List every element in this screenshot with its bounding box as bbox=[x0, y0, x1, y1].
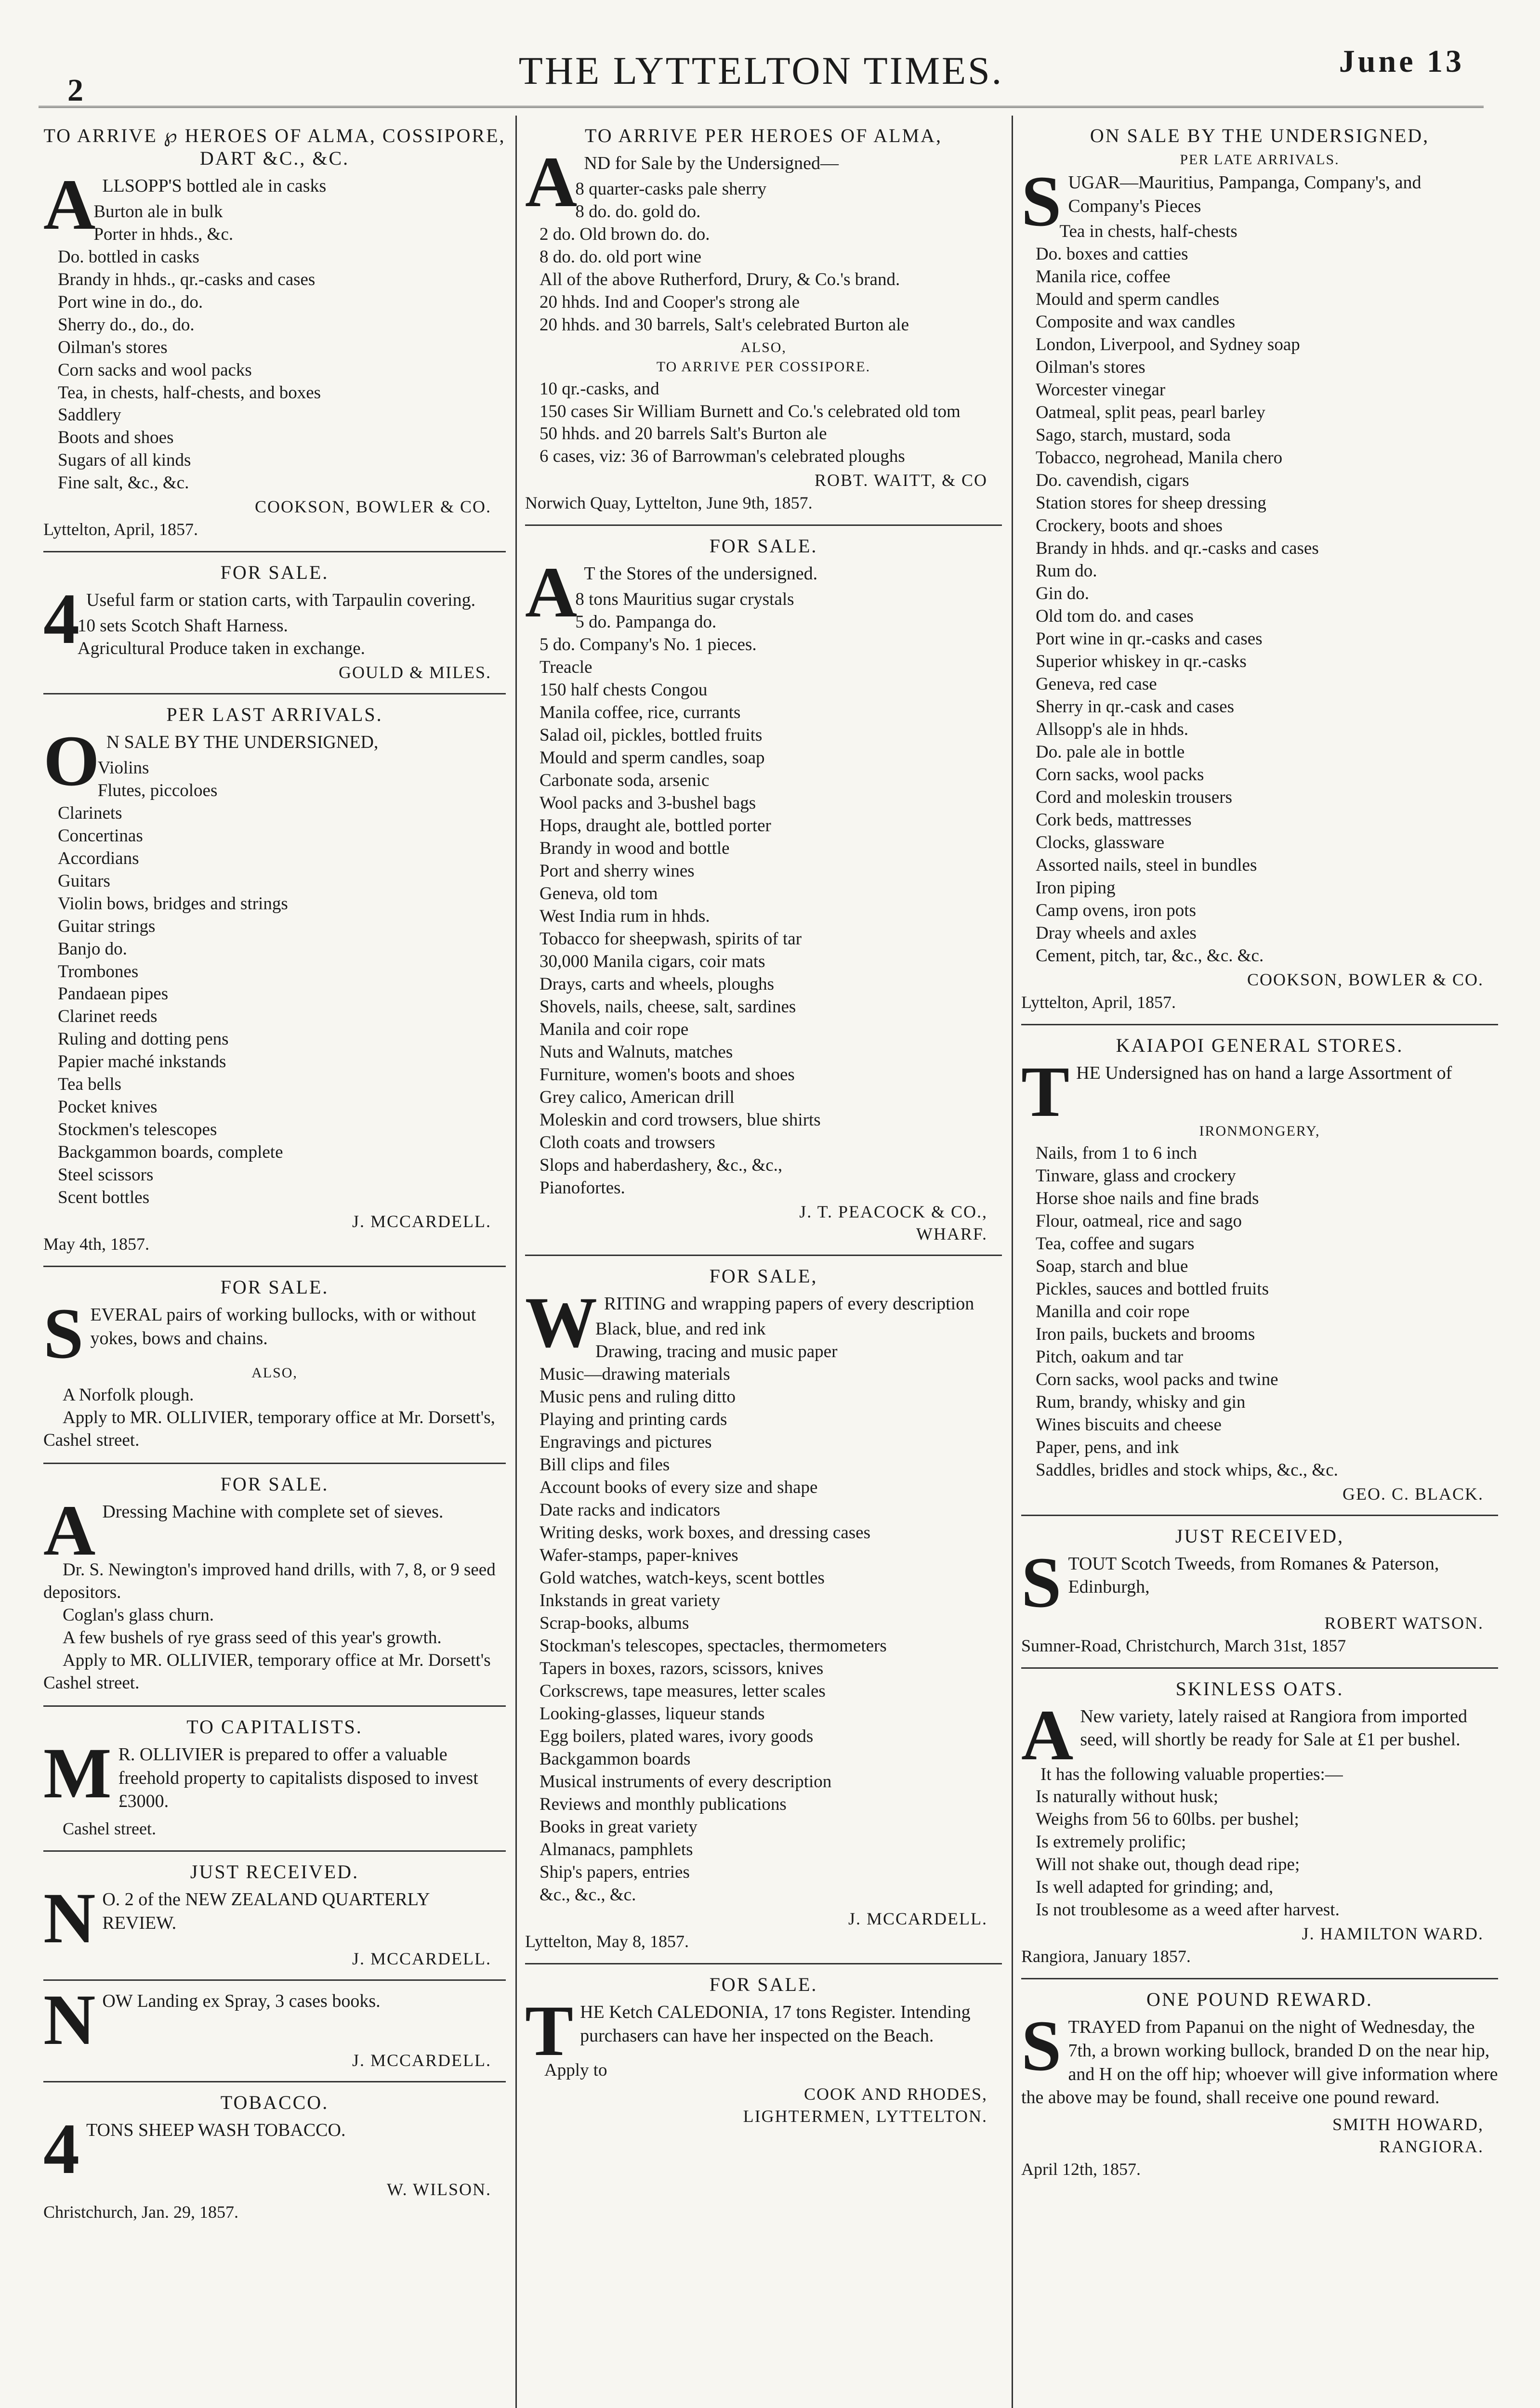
list-item: Nuts and Walnuts, matches bbox=[540, 1042, 733, 1062]
ad-paragraph: Coglan's glass churn. bbox=[63, 1605, 214, 1625]
ad-heading: TO ARRIVE ℘ HEROES OF ALMA, COSSIPORE, DART &C., &C. bbox=[43, 125, 506, 169]
advertisement-oats bbox=[1021, 1669, 1498, 1980]
list-item: Pandaean pipes bbox=[58, 984, 169, 1004]
ad-signature: COOKSON, BOWLER & CO. bbox=[254, 497, 491, 517]
list-item: 150 cases Sir William Burnett and Co.'s celebrated old tom bbox=[540, 401, 961, 421]
page-number: 2 bbox=[67, 73, 83, 108]
list-item: Tapers in boxes, razors, scissors, knives bbox=[540, 1659, 824, 1679]
ad-intro: EVERAL pairs of working bullocks, with or without yokes, bows and chains. bbox=[90, 1305, 476, 1348]
ad-place-date: Lyttelton, April, 1857. bbox=[43, 520, 198, 539]
ad-place-date: Lyttelton, May 8, 1857. bbox=[525, 1931, 689, 1951]
list-item: 8 do. do. gold do. bbox=[575, 201, 701, 222]
ad-heading: PER LAST ARRIVALS. bbox=[166, 704, 383, 726]
drop-cap: 4 bbox=[43, 2109, 79, 2189]
list-item: Wool packs and 3-bushel bags bbox=[540, 793, 756, 813]
advertisement-bullocks bbox=[43, 1267, 506, 1464]
ad-place-date: May 4th, 1857. bbox=[43, 1234, 149, 1254]
ad-place-date: Rangiora, January 1857. bbox=[1021, 1947, 1191, 1966]
ad-signature: J. HAMILTON WARD. bbox=[1302, 1924, 1484, 1944]
ad-heading: JUST RECEIVED, bbox=[1175, 1525, 1344, 1547]
ad-heading: KAIAPOI GENERAL STORES. bbox=[1116, 1034, 1404, 1056]
list-item: Fine salt, &c., &c. bbox=[58, 473, 189, 493]
ad-signature: J. MCCARDELL. bbox=[352, 1949, 491, 1969]
ad-extra: A Norfolk plough. bbox=[63, 1385, 194, 1405]
list-item: Sugars of all kinds bbox=[58, 450, 191, 471]
list-item: Clarinet reeds bbox=[58, 1007, 158, 1027]
list-item: Papier maché inkstands bbox=[58, 1052, 226, 1072]
item-list bbox=[43, 201, 506, 495]
list-item: Ruling and dotting pens bbox=[58, 1029, 229, 1049]
list-item: Manila and coir rope bbox=[540, 1019, 689, 1039]
column-3 bbox=[1021, 116, 1498, 2408]
list-item: Wines biscuits and cheese bbox=[1036, 1414, 1222, 1435]
list-item: Carbonate soda, arsenic bbox=[540, 770, 710, 790]
list-item: Soap, starch and blue bbox=[1036, 1256, 1188, 1276]
ad-place-date: April 12th, 1857. bbox=[1021, 2159, 1141, 2179]
ad-intro: New variety, lately raised at Rangiora from imported seed, will shortly be ready for Sale at £1 per bushel. bbox=[1080, 1706, 1468, 1750]
list-item: Stockmen's telescopes bbox=[58, 1120, 217, 1140]
list-item: 10 qr.-casks, and bbox=[540, 379, 659, 399]
list-item: Corn sacks, wool packs and twine bbox=[1036, 1369, 1278, 1389]
list-item: Banjo do. bbox=[58, 939, 127, 959]
list-item: Grey calico, American drill bbox=[540, 1087, 735, 1107]
list-item: Pitch, oakum and tar bbox=[1036, 1347, 1184, 1367]
ad-apply: Apply to MR. OLLIVIER, temporary office at Mr. Dorsett's, Cashel street. bbox=[43, 1408, 495, 1451]
list-item: Steel scissors bbox=[58, 1165, 154, 1185]
list-item: Playing and printing cards bbox=[540, 1410, 727, 1430]
ad-place-date: Lyttelton, April, 1857. bbox=[1021, 992, 1176, 1012]
list-item: Tea in chests, half-chests bbox=[1059, 222, 1237, 242]
ad-intro: RITING and wrapping papers of every description bbox=[604, 1293, 974, 1314]
drop-cap: W bbox=[525, 1282, 597, 1362]
list-item: Manila rice, coffee bbox=[1036, 267, 1171, 287]
list-item: Brandy in hhds., qr.-casks and cases bbox=[58, 269, 316, 289]
advertisement-allsopp bbox=[43, 116, 506, 552]
item-list bbox=[525, 178, 1002, 337]
list-item: Stockman's telescopes, spectacles, thermometers bbox=[540, 1636, 887, 1656]
list-item: Composite and wax candles bbox=[1036, 312, 1236, 332]
list-item: Backgammon boards bbox=[540, 1749, 691, 1769]
ad-intro: OW Landing ex Spray, 3 cases books. bbox=[102, 1991, 381, 2012]
list-item: Corkscrews, tape measures, letter scales bbox=[540, 1681, 826, 1701]
list-item: Mould and sperm candles, soap bbox=[540, 747, 765, 768]
list-item: Oilman's stores bbox=[1036, 357, 1145, 378]
drop-cap: T bbox=[525, 1990, 574, 2071]
list-item: 150 half chests Congou bbox=[540, 680, 708, 700]
ad-intro: UGAR—Mauritius, Pampanga, Company's, and Company's Pieces bbox=[1068, 172, 1422, 216]
list-item: Weighs from 56 to 60lbs. per bushel; bbox=[1036, 1809, 1299, 1830]
list-item: Assorted nails, steel in bundles bbox=[1036, 855, 1257, 875]
list-item: Pickles, sauces and bottled fruits bbox=[1036, 1279, 1269, 1299]
ad-intro: HE Undersigned has on hand a large Assortment of bbox=[1076, 1062, 1452, 1083]
ad-subheading: TO ARRIVE PER COSSIPORE. bbox=[656, 358, 871, 375]
ad-place-date: Christchurch, Jan. 29, 1857. bbox=[43, 2202, 238, 2222]
ad-heading: FOR SALE, bbox=[709, 1265, 818, 1287]
list-item: 20 hhds. and 30 barrels, Salt's celebrated Burton ale bbox=[540, 314, 909, 335]
list-item: 2 do. Old brown do. do. bbox=[540, 224, 710, 244]
list-item: Manilla and coir rope bbox=[1036, 1301, 1190, 1322]
list-item: Allsopp's ale in hhds. bbox=[1036, 719, 1189, 739]
list-item: Account books of every size and shape bbox=[540, 1478, 818, 1498]
drop-cap: N bbox=[43, 1980, 96, 2060]
ad-apply: Apply to bbox=[544, 2060, 607, 2080]
list-item: 20 hhds. Ind and Cooper's strong ale bbox=[540, 292, 800, 312]
list-item: Concertinas bbox=[58, 825, 143, 846]
item-list bbox=[43, 757, 506, 1210]
drop-cap: A bbox=[525, 552, 578, 633]
ad-signature: SMITH HOWARD, bbox=[1332, 2114, 1484, 2134]
drop-cap: O bbox=[43, 721, 100, 801]
list-item: Port and sherry wines bbox=[540, 861, 695, 881]
column-rule-1 bbox=[515, 116, 517, 2408]
list-item: Cement, pitch, tar, &c., &c. &c. bbox=[1036, 945, 1264, 966]
list-item: Egg boilers, plated wares, ivory goods bbox=[540, 1727, 814, 1746]
ad-heading: TOBACCO. bbox=[220, 2092, 329, 2114]
ad-also: ALSO, bbox=[740, 339, 787, 355]
ad-heading: FOR SALE. bbox=[220, 1473, 329, 1495]
list-item: 5 do. Company's No. 1 pieces. bbox=[540, 635, 757, 655]
ad-heading: ON SALE BY THE UNDERSIGNED, bbox=[1090, 125, 1430, 146]
list-item: 50 hhds. and 20 barrels Salt's Burton ale bbox=[540, 424, 827, 444]
list-item: Accordians bbox=[58, 848, 139, 868]
advertisement-books bbox=[43, 1981, 506, 2082]
list-item: Oilman's stores bbox=[58, 337, 168, 357]
drop-cap: 4 bbox=[43, 579, 79, 659]
ad-signature: J. MCCARDELL. bbox=[848, 1909, 987, 1928]
drop-cap: A bbox=[43, 165, 96, 245]
list-item: Pocket knives bbox=[58, 1097, 158, 1117]
list-item: Mould and sperm candles bbox=[1036, 289, 1220, 310]
ad-place: WHARF. bbox=[916, 1224, 987, 1243]
list-item: Almanacs, pamphlets bbox=[540, 1839, 693, 1859]
list-item: Inkstands in great variety bbox=[540, 1591, 721, 1611]
advertisement-sugar bbox=[1021, 116, 1498, 1025]
list-item: Engravings and pictures bbox=[540, 1432, 712, 1453]
list-item: Camp ovens, iron pots bbox=[1036, 900, 1196, 920]
ad-intro: Dressing Machine with complete set of sieves. bbox=[102, 1502, 444, 1522]
list-item: Pianofortes. bbox=[540, 1178, 625, 1198]
list-item: Furniture, women's boots and shoes bbox=[540, 1064, 795, 1085]
ad-signature: ROBERT WATSON. bbox=[1324, 1613, 1484, 1633]
ad-subheading: PER LATE ARRIVALS. bbox=[1180, 152, 1340, 168]
list-item: Tea bells bbox=[58, 1074, 121, 1095]
ad-intro: R. OLLIVIER is prepared to offer a valuable freehold property to capitalists disposed to invest £3000. bbox=[118, 1744, 478, 1812]
list-item: Guitars bbox=[58, 871, 110, 891]
list-item: Paper, pens, and ink bbox=[1036, 1437, 1179, 1457]
list-item: Iron pails, buckets and brooms bbox=[1036, 1324, 1255, 1344]
list-item: Ship's papers, entries bbox=[540, 1862, 690, 1882]
ad-intro: T the Stores of the undersigned. bbox=[584, 563, 818, 584]
list-item: Horse shoe nails and fine brads bbox=[1036, 1188, 1259, 1208]
list-item: Burton ale in bulk bbox=[93, 201, 223, 222]
list-item: Boots and shoes bbox=[58, 428, 174, 448]
list-item: Corn sacks, wool packs bbox=[1036, 764, 1204, 785]
ad-heading: SKINLESS OATS. bbox=[1175, 1677, 1344, 1700]
list-item: Nails, from 1 to 6 inch bbox=[1036, 1143, 1198, 1163]
list-item: West India rum in hhds. bbox=[540, 906, 710, 926]
item-list bbox=[1021, 221, 1498, 967]
ad-heading: TO CAPITALISTS. bbox=[186, 1716, 363, 1738]
advertisement-carts bbox=[43, 552, 506, 694]
list-item: Port wine in qr.-casks and cases bbox=[1036, 628, 1263, 649]
list-item: Sago, starch, mustard, soda bbox=[1036, 425, 1231, 445]
column-rule-2 bbox=[1012, 116, 1013, 2408]
list-item: 8 do. do. old port wine bbox=[540, 247, 702, 267]
list-item: Rum do. bbox=[1036, 561, 1097, 581]
ad-also: ALSO, bbox=[251, 1365, 298, 1381]
list-item: Dray wheels and axles bbox=[1036, 923, 1197, 943]
list-item: Worcester vinegar bbox=[1036, 380, 1166, 400]
ad-heading: FOR SALE. bbox=[220, 1276, 329, 1298]
list-item: Writing desks, work boxes, and dressing cases bbox=[540, 1523, 870, 1543]
ad-paragraph: A few bushels of rye grass seed of this year's growth. bbox=[63, 1628, 442, 1648]
advertisement-dressing-machine bbox=[43, 1464, 506, 1707]
list-item: Sherry in qr.-cask and cases bbox=[1036, 696, 1235, 717]
list-item: Is well adapted for grinding; and, bbox=[1036, 1877, 1274, 1898]
list-item: London, Liverpool, and Sydney soap bbox=[1036, 335, 1300, 355]
ad-heading: FOR SALE. bbox=[709, 1973, 818, 1995]
list-item: Violins bbox=[97, 758, 149, 778]
advertisement-wines bbox=[525, 116, 1002, 526]
list-item: Is not troublesome as a weed after harvest. bbox=[1036, 1900, 1340, 1920]
issue-date: June 13 bbox=[1339, 44, 1464, 79]
list-item: Clarinets bbox=[58, 803, 122, 823]
list-item: Scent bottles bbox=[58, 1188, 150, 1208]
list-item: Music pens and ruling ditto bbox=[540, 1387, 736, 1407]
advertisement-review bbox=[43, 1852, 506, 1981]
list-item: Gin do. bbox=[1036, 584, 1089, 603]
list-item: Hops, draught ale, bottled porter bbox=[540, 815, 771, 836]
list-item: Do. cavendish, cigars bbox=[1036, 471, 1189, 491]
list-item: Gold watches, watch-keys, scent bottles bbox=[540, 1568, 825, 1588]
advertisement-stores bbox=[525, 526, 1002, 1256]
list-item: Bill clips and files bbox=[540, 1455, 670, 1475]
list-item: Tobacco, negrohead, Manila chero bbox=[1036, 448, 1283, 468]
ad-signature: COOK AND RHODES, bbox=[803, 2084, 987, 2104]
list-item: Moleskin and cord trowsers, blue shirts bbox=[540, 1110, 821, 1130]
ad-paragraph: Dr. S. Newington's improved hand drills, with 7, 8, or 9 seed depositors. bbox=[43, 1560, 496, 1603]
ad-signature: ROBT. WAITT, & CO bbox=[815, 471, 987, 490]
list-item: Oatmeal, split peas, pearl barley bbox=[1036, 403, 1265, 423]
list-item: Drays, carts and wheels, ploughs bbox=[540, 974, 775, 994]
ad-apply: Apply to MR. OLLIVIER, temporary office at Mr. Dorsett's Cashel street. bbox=[43, 1650, 491, 1693]
item-list bbox=[525, 589, 1002, 1200]
list-item: 30,000 Manila cigars, coir mats bbox=[540, 951, 765, 971]
advertisement-tobacco bbox=[43, 2082, 506, 2234]
list-item: Corn sacks and wool packs bbox=[58, 360, 252, 380]
list-item: Black, blue, and red ink bbox=[595, 1319, 766, 1339]
list-item: Slops and haberdashery, &c., &c., bbox=[540, 1155, 783, 1175]
list-item: Do. pale ale in bottle bbox=[1036, 742, 1185, 762]
list-item: Cork beds, mattresses bbox=[1036, 810, 1192, 830]
ad-intro: TONS SHEEP WASH TOBACCO. bbox=[86, 2120, 346, 2141]
ad-intro: N SALE BY THE UNDERSIGNED, bbox=[106, 732, 379, 753]
list-item: Old tom do. and cases bbox=[1036, 606, 1194, 626]
masthead bbox=[39, 43, 1484, 108]
list-item: Violin bows, bridges and strings bbox=[58, 893, 288, 914]
ad-signature: J. MCCARDELL. bbox=[352, 2051, 491, 2070]
list-item: Trombones bbox=[58, 961, 139, 982]
drop-cap: S bbox=[43, 1294, 84, 1374]
list-item: Music—drawing materials bbox=[540, 1364, 730, 1385]
drop-cap: T bbox=[1021, 1051, 1070, 1132]
ad-signature: GEO. C. BLACK. bbox=[1342, 1484, 1484, 1504]
list-item: Geneva, old tom bbox=[540, 883, 658, 903]
list-item: Rum, brandy, whisky and gin bbox=[1036, 1392, 1246, 1412]
list-item: Drawing, tracing and music paper bbox=[595, 1342, 838, 1362]
list-item: Looking-glasses, liqueur stands bbox=[540, 1704, 765, 1724]
list-item: Books in great variety bbox=[540, 1817, 698, 1837]
ad-signature: COOKSON, BOWLER & CO. bbox=[1247, 969, 1484, 989]
list-item: Will not shake out, though dead ripe; bbox=[1036, 1855, 1300, 1875]
list-item: Agricultural Produce taken in exchange. bbox=[78, 639, 365, 659]
list-item: Musical instruments of every description bbox=[540, 1771, 832, 1792]
ad-place-date: Norwich Quay, Lyttelton, June 9th, 1857. bbox=[525, 493, 813, 513]
item-list bbox=[1021, 1786, 1498, 1922]
advertisement-stationery bbox=[525, 1256, 1002, 1964]
list-item: Tinware, glass and crockery bbox=[1036, 1165, 1236, 1186]
list-item: Reviews and monthly publications bbox=[540, 1794, 787, 1814]
list-item: Tea, in chests, half-chests, and boxes bbox=[58, 382, 321, 403]
advertisement-reward bbox=[1021, 1979, 1498, 2191]
list-item: &c., &c., &c. bbox=[540, 1885, 636, 1905]
ad-heading: ONE POUND REWARD. bbox=[1146, 1989, 1373, 2011]
advertisement-tweeds bbox=[1021, 1516, 1498, 1669]
ad-intro: TOUT Scotch Tweeds, from Romanes & Paterson, Edinburgh, bbox=[1068, 1553, 1439, 1597]
item-list bbox=[1021, 1142, 1498, 1482]
ad-place: LIGHTERMEN, LYTTELTON. bbox=[743, 2106, 987, 2126]
ad-intro: TRAYED from Papanui on the night of Wednesday, the 7th, a brown working bullock, branded D on the near hip, and H on the off hip; whoever will give information where the above may be found, shall receive one pound reward. bbox=[1021, 2017, 1498, 2108]
ad-place-date: Cashel street. bbox=[63, 1819, 156, 1839]
list-item: Guitar strings bbox=[58, 916, 156, 936]
list-item: Is extremely prolific; bbox=[1036, 1832, 1186, 1852]
list-item: Treacle bbox=[540, 657, 592, 678]
list-item: Shovels, nails, cheese, salt, sardines bbox=[540, 996, 796, 1017]
ad-lead: It has the following valuable properties:— bbox=[1040, 1764, 1343, 1784]
advertisement-kaiapoi bbox=[1021, 1025, 1498, 1516]
list-item: 8 quarter-casks pale sherry bbox=[575, 179, 767, 199]
list-item: Scrap-books, albums bbox=[540, 1613, 689, 1634]
item-list bbox=[525, 378, 1002, 469]
list-item: Flour, oatmeal, rice and sago bbox=[1036, 1211, 1242, 1231]
list-item: 6 cases, viz: 36 of Barrowman's celebrated ploughs bbox=[540, 446, 905, 467]
drop-cap: A bbox=[525, 142, 578, 222]
list-item: 5 do. Pampanga do. bbox=[575, 612, 717, 632]
list-item: Brandy in wood and bottle bbox=[540, 838, 730, 858]
ad-place-date: Sumner-Road, Christchurch, March 31st, 1857 bbox=[1021, 1636, 1346, 1655]
list-item: Wafer-stamps, paper-knives bbox=[540, 1545, 738, 1566]
item-list bbox=[525, 1318, 1002, 1907]
list-item: Backgammon boards, complete bbox=[58, 1142, 283, 1163]
ad-heading: FOR SALE. bbox=[709, 535, 818, 557]
list-item: Do. bottled in casks bbox=[58, 247, 199, 267]
list-item: Flutes, piccoloes bbox=[97, 780, 218, 800]
list-item: Salad oil, pickles, bottled fruits bbox=[540, 725, 763, 745]
list-item: Cord and moleskin trousers bbox=[1036, 787, 1232, 807]
column-2 bbox=[525, 116, 1002, 2408]
ad-intro: Useful farm or station carts, with Tarpaulin covering. bbox=[86, 590, 476, 611]
list-item: Crockery, boots and shoes bbox=[1036, 516, 1223, 536]
list-item: Iron piping bbox=[1036, 877, 1116, 898]
drop-cap: S bbox=[1021, 161, 1062, 241]
ad-signature: J. MCCARDELL. bbox=[352, 1212, 491, 1231]
drop-cap: S bbox=[1021, 1542, 1062, 1623]
list-item: Porter in hhds., &c. bbox=[93, 224, 234, 244]
list-item: Brandy in hhds. and qr.-casks and cases bbox=[1036, 538, 1319, 559]
ad-intro: ND for Sale by the Undersigned— bbox=[584, 153, 839, 173]
ad-heading: FOR SALE. bbox=[220, 562, 329, 584]
list-item: Station stores for sheep dressing bbox=[1036, 493, 1266, 513]
drop-cap: M bbox=[43, 1733, 112, 1814]
drop-cap: N bbox=[43, 1878, 96, 1959]
drop-cap: A bbox=[1021, 1695, 1074, 1775]
drop-cap: S bbox=[1021, 2006, 1062, 2086]
list-item: Geneva, red case bbox=[1036, 674, 1157, 694]
list-item: Tea, coffee and sugars bbox=[1036, 1233, 1195, 1254]
list-item: 8 tons Mauritius sugar crystals bbox=[575, 589, 794, 610]
ad-heading: JUST RECEIVED. bbox=[190, 1861, 359, 1883]
list-item: Saddlery bbox=[58, 405, 121, 425]
list-item: Sherry do., do., do. bbox=[58, 314, 195, 335]
list-item: Superior whiskey in qr.-casks bbox=[1036, 651, 1247, 671]
paper-title: THE LYTTELTON TIMES. bbox=[518, 49, 1004, 92]
advertisement-capitalists bbox=[43, 1707, 506, 1852]
ad-subheading: IRONMONGERY, bbox=[1199, 1123, 1320, 1139]
list-item: All of the above Rutherford, Drury, & Co.'s brand. bbox=[540, 269, 900, 289]
list-item: Is naturally without husk; bbox=[1036, 1787, 1219, 1807]
advertisement-ketch bbox=[525, 1964, 1002, 2137]
list-item: Manila coffee, rice, currants bbox=[540, 703, 741, 722]
list-item: Port wine in do., do. bbox=[58, 292, 203, 312]
ad-intro: O. 2 of the NEW ZEALAND QUARTERLY REVIEW. bbox=[102, 1889, 430, 1933]
item-list bbox=[43, 615, 506, 660]
column-1 bbox=[43, 116, 506, 2408]
list-item: Cloth coats and trowsers bbox=[540, 1132, 715, 1152]
list-item: Clocks, glassware bbox=[1036, 832, 1165, 852]
list-item: Date racks and indicators bbox=[540, 1500, 720, 1520]
list-item: Saddles, bridles and stock whips, &c., &c. bbox=[1036, 1460, 1338, 1480]
ad-intro: HE Ketch CALEDONIA, 17 tons Register. Intending purchasers can have her inspected on the Beach. bbox=[580, 2002, 971, 2046]
list-item: 10 sets Scotch Shaft Harness. bbox=[78, 616, 288, 636]
list-item: Do. boxes and catties bbox=[1036, 244, 1188, 264]
ad-signature: W. WILSON. bbox=[387, 2180, 491, 2199]
ad-signature: GOULD & MILES. bbox=[339, 663, 491, 682]
drop-cap: A bbox=[43, 1491, 96, 1571]
ad-place: RANGIORA. bbox=[1379, 2136, 1484, 2156]
ad-intro: LLSOPP'S bottled ale in casks bbox=[102, 176, 327, 196]
ad-signature: J. T. PEACOCK & CO., bbox=[799, 1202, 987, 1221]
list-item: Tobacco for sheepwash, spirits of tar bbox=[540, 929, 802, 949]
advertisement-instruments bbox=[43, 694, 506, 1267]
ad-heading: TO ARRIVE PER HEROES OF ALMA, bbox=[585, 125, 942, 146]
